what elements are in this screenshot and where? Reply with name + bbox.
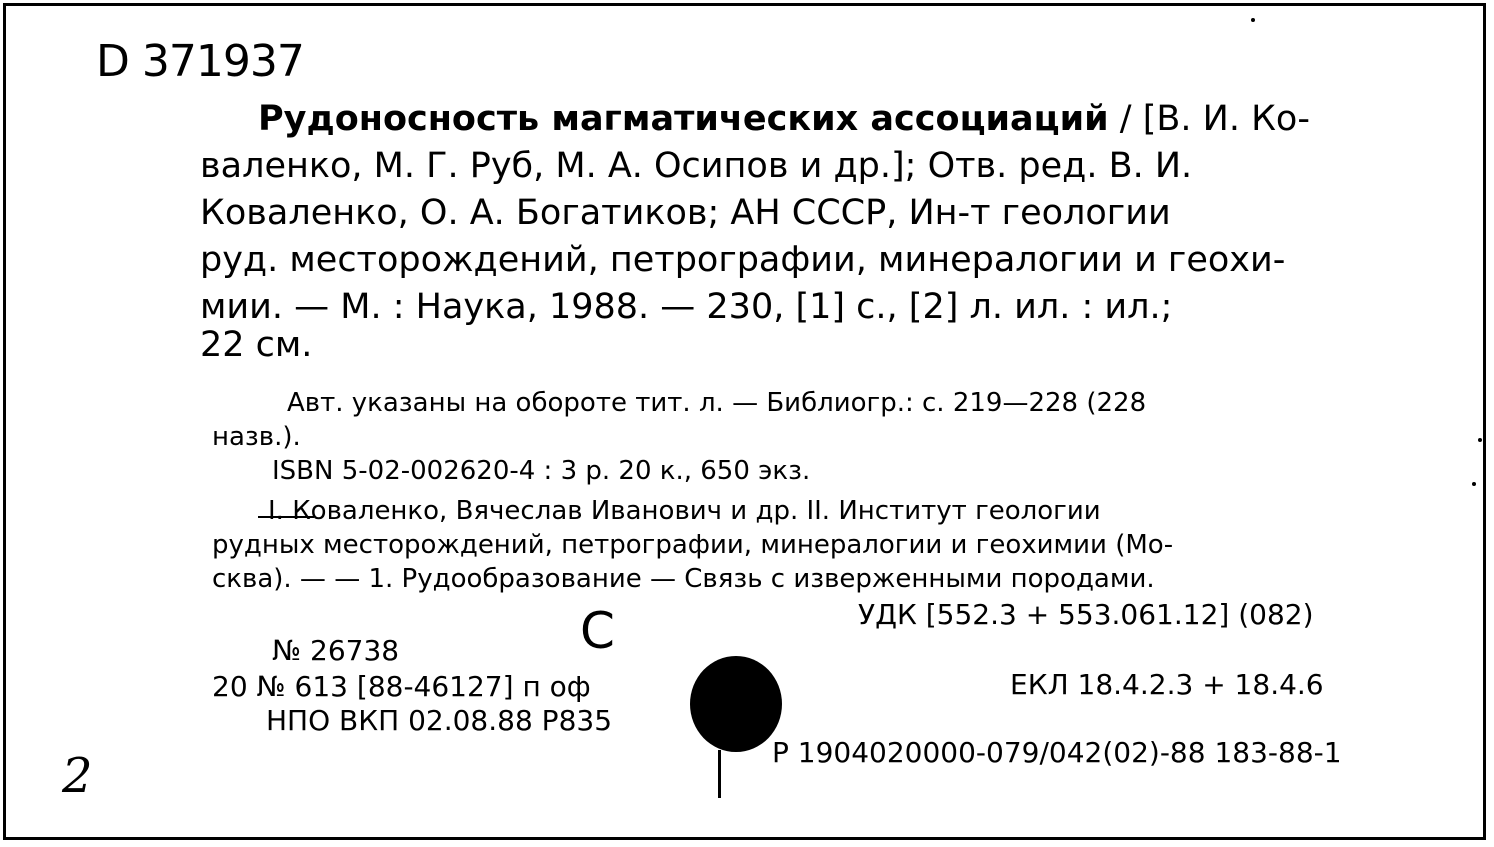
tracing-line-2: рудных месторождений, петрографии, минералогии и геохимии (Мо- <box>212 530 1174 560</box>
speck <box>1472 482 1476 486</box>
isbn-line: ISBN 5-02-002620-4 : 3 р. 20 к., 650 экз. <box>272 456 811 486</box>
main-entry-line-1 <box>258 96 1310 143</box>
tracing-line-3: сква). — — 1. Рудообразование — Связь с изверженными породами. <box>212 564 1155 594</box>
punch-hole-slit <box>718 750 721 798</box>
note-line-1: Авт. указаны на обороте тит. л. — Библиогр.: с. 219—228 (228 <box>287 388 1147 418</box>
speck <box>1251 18 1255 22</box>
registration-number: № 26738 <box>272 634 400 667</box>
main-entry-line-5: мии. — М. : Наука, 1988. — 230, [1] с., [2] л. ил. : ил.; <box>200 287 1173 327</box>
price-code: Р 1904020000-079/042(02)-88 183-88-1 <box>772 736 1342 769</box>
main-entry-line-2: валенко, М. Г. Руб, М. А. Осипов и др.]; Отв. ред. В. И. <box>200 146 1193 186</box>
main-entry-line-6: 22 см. <box>200 325 313 365</box>
main-entry-line-3: Коваленко, О. А. Богатиков; АН СССР, Ин-т геологии <box>200 193 1171 233</box>
letter-c: С <box>580 602 615 660</box>
speck <box>1478 438 1482 442</box>
main-entry-line-4: руд. месторождений, петрографии, минералогии и геохи- <box>200 240 1286 280</box>
book-title: Рудоносность магматических ассоциаций <box>258 99 1109 139</box>
note-line-2: назв.). <box>212 422 301 452</box>
order-line: 20 № 613 [88-46127] п оф <box>212 670 591 703</box>
accession-number: D 371937 <box>96 36 304 87</box>
ekl-code: ЕКЛ 18.4.2.3 + 18.4.6 <box>1010 668 1324 701</box>
npo-line: НПО ВКП 02.08.88 Р835 <box>266 704 613 737</box>
udc-code: УДК [552.3 + 553.061.12] (082) <box>858 598 1314 631</box>
main-entry-line-1-rest: / [В. И. Ко- <box>1108 99 1310 139</box>
tracing-line-1: I. Коваленко, Вячеслав Иванович и др. II. Институт геологии <box>268 496 1101 526</box>
handwritten-mark: 2 <box>62 748 93 804</box>
punch-hole <box>690 656 782 752</box>
